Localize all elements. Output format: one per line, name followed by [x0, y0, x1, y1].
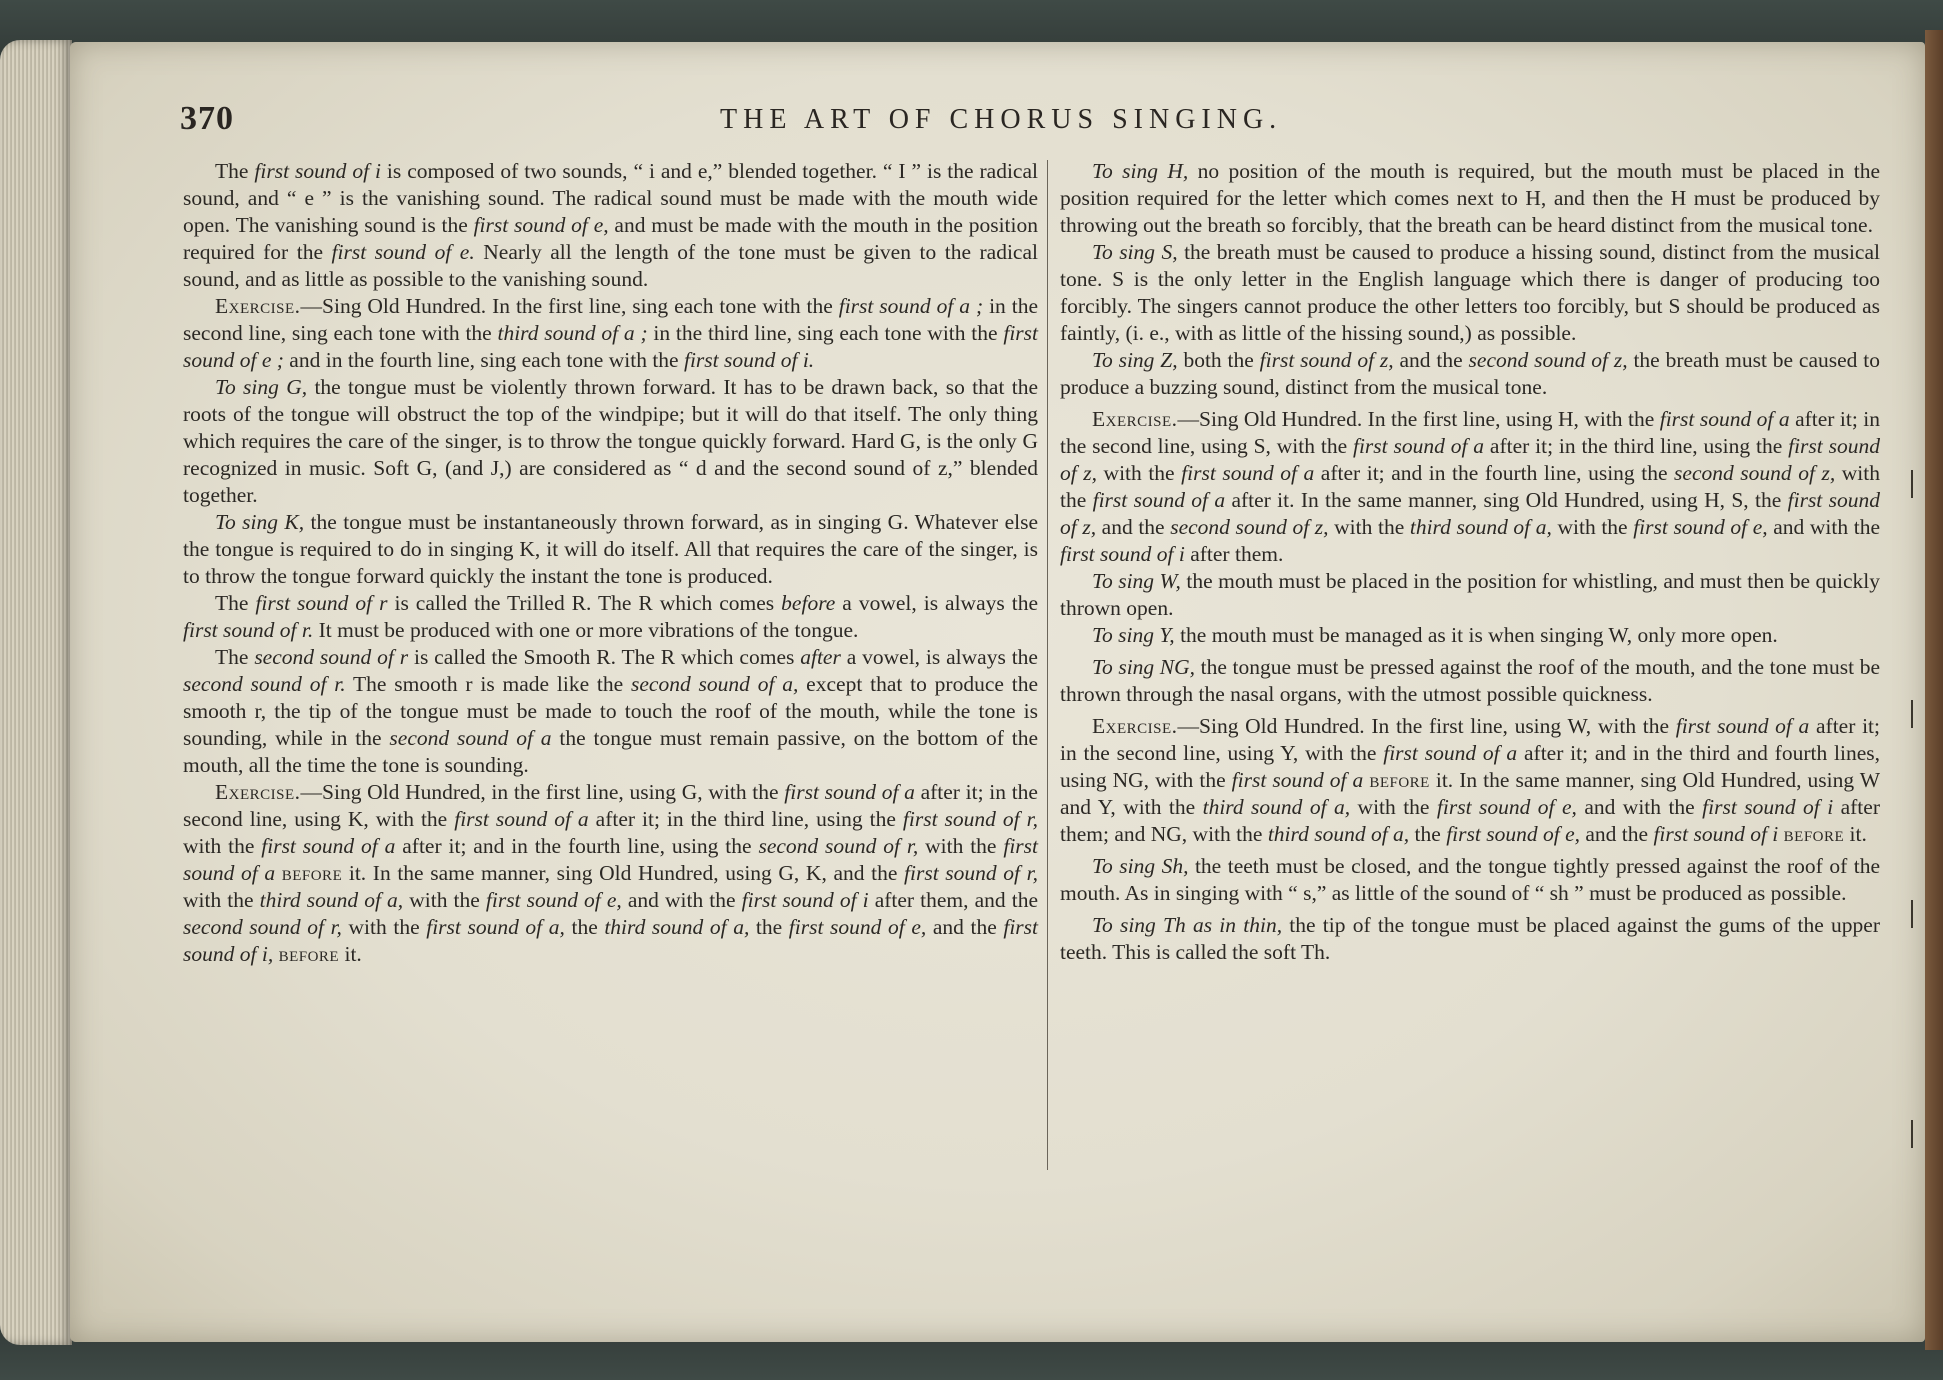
paragraph: The first sound of i is composed of two sounds, “ i and e,” blended together. “ I ” is the radical sound, and “ e ” is the vanishing sound. The radical sound must be made with the mouth wide open. The vanishing sound is the first sound of e, and must be made with the mouth in the position required for the first sound of e. Nearly all the length of the tone must be given to the radical sound, and as little as possible to the vanishing sound. [183, 159, 1038, 291]
paragraph: To sing Z, both the first sound of z, and the second sound of z, the breath must be caused to produce a buzzing sound, distinct from the musical tone. [1060, 348, 1880, 399]
exercise-paragraph: Exercise.—Sing Old Hundred, in the first line, using G, with the first sound of a after it; in the second line, using K, with the first sound of a after it; in the third line, using the first sound of r, with the first sound of a after it; and in the fourth line, using the second sound of r, with the first sound of a before it. In the same manner, sing Old Hundred, using G, K, and the first sound of r, with the third sound of a, with the first sound of e, and with the first sound of i after them, and the second sound of r, with the first sound of a, the third sound of a, the first sound of e, and the first sound of i, before it. [183, 780, 1038, 966]
paragraph: To sing K, the tongue must be instantaneously thrown forward, as in singing G. Whatever else the tongue is required to do in singing K, it will do itself. All that requires the care of the singer, is to throw the tongue forward quickly the instant the tone is produced. [183, 510, 1039, 588]
margin-mark [1903, 470, 1913, 498]
paragraph: To sing H, no position of the mouth is required, but the mouth must be placed in the position required for the letter which comes next to H, and then the H must be produced by throwing out the breath so forcibly, that the breath can be heard distinct from the musical tone. [1060, 159, 1880, 237]
paragraph: To sing W, the mouth must be placed in the position for whistling, and must then be quickly thrown open. [1060, 569, 1880, 620]
page-edges [0, 40, 72, 1345]
column-rule [1047, 160, 1048, 1170]
book-cover-edge [1925, 30, 1943, 1350]
paragraph: To sing NG, the tongue must be pressed against the roof of the mouth, and the tone must be thrown through the nasal organs, with the utmost possible quickness. [1060, 655, 1880, 706]
exercise-paragraph: Exercise.—Sing Old Hundred. In the first line, using W, with the first sound of a after it; in the second line, using Y, with the first sound of a after it; and in the third and fourth lines, using NG, with the first sound of a before it. In the same manner, sing Old Hundred, using W and Y, with the third sound of a, with the first sound of e, and with the first sound of i after them; and NG, with the third sound of a, the first sound of e, and the first sound of i before it. [1060, 714, 1881, 846]
page-title: THE ART OF CHORUS SINGING. [720, 104, 1283, 135]
paragraph: To sing Y, the mouth must be managed as it is when singing W, only more open. [1092, 623, 1778, 647]
running-head [180, 100, 1900, 140]
right-column [1060, 158, 1880, 966]
paragraph: To sing Sh, the teeth must be closed, and the tongue tightly pressed against the roof of the mouth. As in singing with “ s,” as little of the sound of “ sh ” must be produced as possible. [1060, 854, 1880, 905]
paragraph: To sing G, the tongue must be violently thrown forward. It has to be drawn back, so that the roots of the tongue will obstruct the top of the windpipe; but it will do that itself. The only thing which requires the care of the singer, is to throw the tongue quickly forward. Hard G, is the only G recognized in music. Soft G, (and J,) are considered as “ d and the second sound of z,” blended together. [183, 375, 1039, 507]
paragraph: The second sound of r is called the Smooth R. The R which comes after a vowel, is always the second sound of r. The smooth r is made like the second sound of a, except that to produce the smooth r, the tip of the tongue must be made to touch the roof of the mouth, while the tone is sounding, while in the second sound of a the tongue must remain passive, on the bottom of the mouth, all the time the tone is sounding. [183, 645, 1039, 777]
exercise-paragraph: Exercise.—Sing Old Hundred. In the first line, sing each tone with the first sound of a ; in the second line, sing each tone with the third sound of a ; in the third line, sing each tone with the first sound of e ; and in the fourth line, sing each tone with the first sound of i. [183, 294, 1039, 372]
paragraph: The first sound of r is called the Trilled R. The R which comes before a vowel, is always the first sound of r. It must be produced with one or more vibrations of the tongue. [183, 591, 1038, 642]
margin-mark [1903, 700, 1913, 728]
margin-mark [1903, 1120, 1913, 1148]
paragraph: To sing Th as in thin, the tip of the tongue must be placed against the gums of the upper teeth. This is called the soft Th. [1060, 913, 1880, 964]
exercise-paragraph: Exercise.—Sing Old Hundred. In the first line, using H, with the first sound of a after it; in the second line, using S, with the first sound of a after it; in the third line, using the first sound of z, with the first sound of a after it; and in the fourth line, using the second sound of z, with the first sound of a after it. In the same manner, sing Old Hundred, using H, S, the first sound of z, and the second sound of z, with the third sound of a, with the first sound of e, and with the first sound of i after them. [1060, 407, 1880, 566]
left-column [183, 158, 1038, 968]
page-number: 370 [180, 100, 234, 137]
paragraph: To sing S, the breath must be caused to produce a hissing sound, distinct from the musical tone. S is the only letter in the English language which there is danger of producing too forcibly. The singers cannot produce the other letters too forcibly, but S should be produced as faintly, (i. e., with as little of the hissing sound,) as possible. [1060, 240, 1880, 345]
margin-mark [1903, 900, 1913, 928]
